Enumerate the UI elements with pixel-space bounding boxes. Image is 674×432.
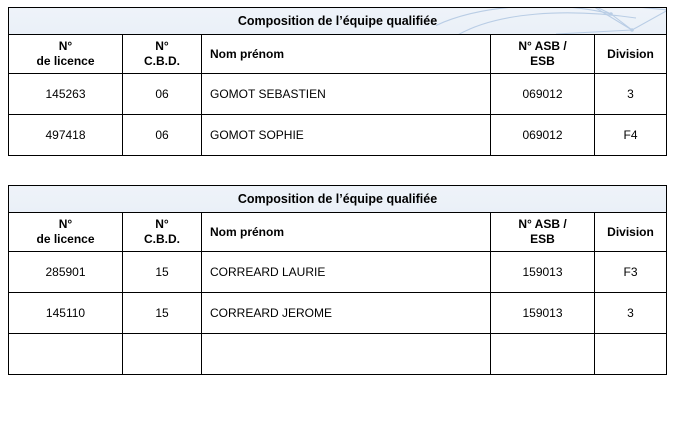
- header-asb-line2: ESB: [530, 232, 555, 246]
- header-nom: Nom prénom: [202, 213, 491, 252]
- header-licence: [9, 213, 123, 252]
- header-licence-line1: N°: [58, 217, 73, 231]
- cell-licence: 285901: [9, 252, 123, 293]
- header-division: Division: [595, 35, 667, 74]
- cell-nom: GOMOT SEBASTIEN: [202, 74, 491, 115]
- header-asb: [491, 213, 595, 252]
- cell-cbd: 06: [123, 115, 202, 156]
- header-asb-line1: N° ASB /: [518, 39, 567, 53]
- table-title-cell: [9, 186, 667, 213]
- team-composition-table-2: [8, 185, 667, 375]
- header-cbd-line2: C.B.D.: [144, 232, 180, 246]
- table-row: [9, 115, 667, 156]
- cell-licence: [9, 334, 123, 375]
- header-cbd-line1: N°: [155, 39, 169, 53]
- cell-licence: 145110: [9, 293, 123, 334]
- header-licence-line2: de licence: [36, 232, 95, 246]
- table-row: [9, 74, 667, 115]
- cell-asb: 069012: [491, 74, 595, 115]
- team-composition-table-1: [8, 7, 667, 156]
- table-gap-divider: [8, 156, 666, 185]
- cell-cbd: [123, 334, 202, 375]
- table-header-row: [9, 35, 667, 74]
- header-cbd-line2: C.B.D.: [144, 54, 180, 68]
- table-title-text: Composition de l’équipe qualifiée: [237, 192, 438, 206]
- table-title-cell: [9, 8, 667, 35]
- cell-nom: CORREARD LAURIE: [202, 252, 491, 293]
- cell-division: 3: [595, 74, 667, 115]
- header-licence-line1: N°: [58, 39, 73, 53]
- header-division: Division: [595, 213, 667, 252]
- cell-division: 3: [595, 293, 667, 334]
- header-licence: [9, 35, 123, 74]
- cell-asb: [491, 334, 595, 375]
- cell-cbd: 15: [123, 252, 202, 293]
- table-title-row: [9, 8, 667, 35]
- cell-cbd: 15: [123, 293, 202, 334]
- table-header-row: [9, 213, 667, 252]
- header-cbd: [123, 213, 202, 252]
- table-row: [9, 252, 667, 293]
- header-asb-line2: ESB: [530, 54, 555, 68]
- cell-division: [595, 334, 667, 375]
- table-row: [9, 334, 667, 375]
- cell-cbd: 06: [123, 74, 202, 115]
- header-asb: [491, 35, 595, 74]
- header-licence-line2: de licence: [36, 54, 95, 68]
- table-row: [9, 293, 667, 334]
- table-title-row: [9, 186, 667, 213]
- header-decoration-icon: [436, 8, 666, 34]
- cell-asb: 069012: [491, 115, 595, 156]
- header-cbd: [123, 35, 202, 74]
- cell-division: F3: [595, 252, 667, 293]
- header-cbd-line1: N°: [155, 217, 169, 231]
- cell-nom: [202, 334, 491, 375]
- cell-licence: 497418: [9, 115, 123, 156]
- cell-licence: 145263: [9, 74, 123, 115]
- header-asb-line1: N° ASB /: [518, 217, 567, 231]
- cell-asb: 159013: [491, 252, 595, 293]
- header-nom: Nom prénom: [202, 35, 491, 74]
- table-title-text: Composition de l’équipe qualifiée: [237, 14, 438, 28]
- cell-asb: 159013: [491, 293, 595, 334]
- cell-nom: CORREARD JEROME: [202, 293, 491, 334]
- cell-nom: GOMOT SOPHIE: [202, 115, 491, 156]
- cell-division: F4: [595, 115, 667, 156]
